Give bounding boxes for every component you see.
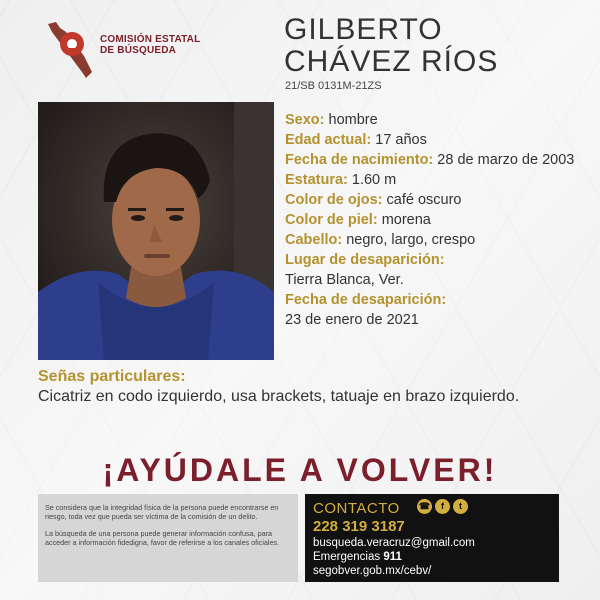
- call-to-action-heading: ¡AYÚDALE A VOLVER!: [102, 452, 498, 488]
- detail-value: café oscuro: [386, 192, 462, 208]
- case-folio: 21/SB 0131M-21ZS: [285, 80, 382, 92]
- contact-box: [305, 494, 559, 582]
- agency-name-line2: DE BÚSQUEDA: [100, 45, 177, 56]
- legal-notice: [45, 503, 295, 555]
- contact-icons: [417, 499, 468, 514]
- detail-lugar-desaparicion: [285, 250, 585, 290]
- contact-emergencias: [313, 551, 402, 563]
- detail-label: Fecha de desaparición:: [285, 292, 447, 308]
- detail-color-ojos: [285, 190, 585, 210]
- detail-fecha-desaparicion: [285, 290, 585, 330]
- detail-value: 17 años: [375, 132, 427, 148]
- person-last-name: CHÁVEZ RÍOS: [284, 45, 499, 78]
- distinguishing-marks-text: Cicatriz en codo izquierdo, usa brackets, tatuaje en brazo izquierdo.: [38, 388, 520, 405]
- detail-sexo: [285, 110, 585, 130]
- legal-paragraph-2: La búsqueda de una persona puede generar información confusa, para acceder a información fidedigna, favor de referirse a los canales oficiales.: [45, 529, 280, 547]
- facebook-icon[interactable]: f: [435, 499, 450, 514]
- contact-title: CONTACTO: [313, 500, 400, 517]
- detail-label: Fecha de nacimiento:: [285, 152, 434, 168]
- detail-value: 1.60 m: [351, 172, 397, 188]
- detail-label: Color de ojos:: [285, 192, 383, 208]
- emergencias-number[interactable]: 911: [383, 551, 402, 563]
- detail-label: Estatura:: [285, 172, 348, 188]
- contact-phone[interactable]: 228 319 3187: [313, 518, 405, 535]
- phone-icon[interactable]: ☎: [417, 499, 432, 514]
- person-details: [285, 110, 585, 330]
- detail-label: Cabello:: [285, 232, 343, 248]
- person-first-name: GILBERTO: [284, 13, 443, 46]
- detail-value: hombre: [328, 112, 378, 128]
- twitter-icon[interactable]: t: [453, 499, 468, 514]
- detail-cabello: [285, 230, 585, 250]
- person-name: [284, 14, 498, 78]
- distinguishing-marks: [38, 367, 558, 407]
- detail-value: 28 de marzo de 2003: [437, 152, 575, 168]
- detail-label: Color de piel:: [285, 212, 378, 228]
- distinguishing-marks-label: Señas particulares:: [38, 368, 186, 385]
- detail-value: 23 de enero de 2021: [285, 312, 419, 328]
- agency-name-line1: COMISIÓN ESTATAL: [100, 34, 201, 45]
- emergencias-label: Emergencias: [313, 551, 381, 563]
- detail-label: Sexo:: [285, 112, 325, 128]
- detail-fecha-nacimiento: [285, 150, 585, 170]
- detail-label: Edad actual:: [285, 132, 372, 148]
- legal-paragraph-1: Se considera que la integridad física de la persona puede encontrarse en riesgo, toda vez que pueda ser víctima de la comisión de un delito.: [45, 503, 279, 521]
- person-photo: [38, 102, 274, 360]
- detail-edad: [285, 130, 585, 150]
- detail-value: Tierra Blanca, Ver.: [285, 272, 404, 288]
- contact-website[interactable]: segobver.gob.mx/cebv/: [313, 565, 432, 577]
- detail-value: morena: [381, 212, 431, 228]
- detail-value: negro, largo, crespo: [346, 232, 476, 248]
- agency-name: [100, 34, 200, 56]
- contact-email[interactable]: busqueda.veracruz@gmail.com: [313, 537, 475, 549]
- detail-estatura: [285, 170, 585, 190]
- detail-color-piel: [285, 210, 585, 230]
- detail-label: Lugar de desaparición:: [285, 252, 445, 268]
